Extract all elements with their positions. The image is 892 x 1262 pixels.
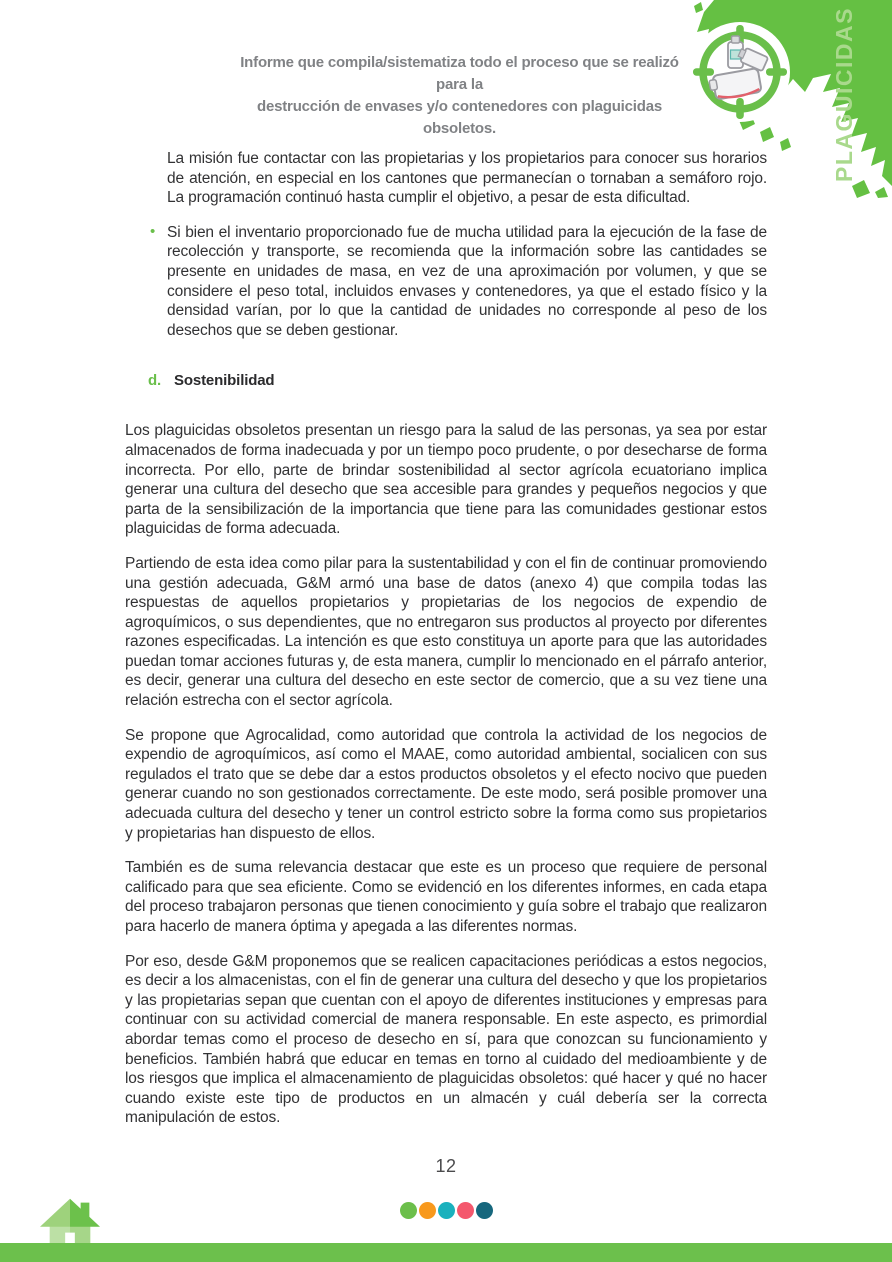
main-text-column <box>125 149 767 1143</box>
body-paragraph: Por eso, desde G&M proponemos que se realicen capacitaciones periódicas a estos negocios, es decir a los almacenistas, con el fin de generar una cultura del desecho y que los propietarios y las propietarias sepan que cuentan con el apoyo de diferentes instituciones y empresas para continuar con su actividad comercial de manera responsable. En este aspecto, es primordial abordar temas como el proceso de desecho en sí, para que conozcan su funcionamiento y beneficios. También habrá que educar en temas en torno al cuidado del medioambiente y de los riesgos que implica el almacenamiento de plaguicidas obsoletos: qué hacer y qué no hacer cuando existe este tipo de productos en un almacén y cuál debería ser la correcta manipulación de estos. <box>125 952 767 1127</box>
footer-dots <box>0 1202 892 1219</box>
dot-dark-teal-icon <box>476 1202 493 1219</box>
body-paragraph: También es de suma relevancia destacar que este es un proceso que requiere de personal calificado para que sea eficiente. Como se evidenció en los diferentes informes, en cada etapa del proceso trabajaron personas que tienen conocimiento y guía sobre el trabajo que realizaron para hacerlo de manera óptima y apegada a las diferentes normas. <box>125 859 767 935</box>
crosshair-tick-left <box>693 68 714 76</box>
header-note-line2: destrucción de envases y/o contenedores con plaguicidas obsoletos. <box>257 98 662 137</box>
section-heading <box>148 371 767 390</box>
crosshair-tick-right <box>766 68 787 76</box>
dot-green-icon <box>400 1202 417 1219</box>
section-title: Sostenibilidad <box>174 372 275 390</box>
header-note-line1: Informe que compila/sistematiza todo el proceso que se realizó para la <box>240 54 679 93</box>
body-paragraph: Se propone que Agrocalidad, como autoridad que controla la actividad de los negocios de expendio de agroquímicos, así como el MAAE, como autoridad ambiental, socialicen con sus regulados el trato que se debe dar a estos productos obsoletos y el efecto nocivo que pueden generar cuando no son gestionados correctamente. De este modo, será posible promover una adecuada cultura del desecho y tener un control estricto sobre la forma como sus propietarios y propietarias han dispuesto de ellos. <box>125 726 767 842</box>
bullet-item-text: Si bien el inventario proporcionado fue de mucha utilidad para la ejecución de la fase de recolección y transporte, se recomienda que la información sobre las cantidades se presente en unidades de masa, en vez de una aproximación por volumen, y que se considere el peso total, incluidos envases y contenedores, ya que el estado físico y la densidad varían, por lo que la cantidad de unidades no corresponde al peso de los desechos que se deben gestionar. <box>167 223 767 339</box>
section-marker: d. <box>148 372 162 390</box>
dot-coral-icon <box>457 1202 474 1219</box>
body-paragraph: Los plaguicidas obsoletos presentan un riesgo para la salud de las personas, ya sea por estar almacenados de forma inadecuada y por un tiempo poco prudente, o por desecharse de forma incorrecta. Por ello, parte de brindar sostenibilidad al sector agrícola ecuatoriano implica generar una cultura del desecho que sea accesible para grandes y pequeños negocios y que parta de la sensibilización de la importancia que tiene para las comunidades gestionar estos plaguicidas de forma adecuada. <box>125 422 767 538</box>
dot-teal-icon <box>438 1202 455 1219</box>
bullet-icon: • <box>150 222 156 240</box>
body-paragraph: Partiendo de esta idea como pilar para la sustentabilidad y con el fin de continuar promoviendo una gestión adecuada, G&M armó una base de datos (anexo 4) que compila todas las respuestas de aquellos propietarios y propietarias de los negocios de expendio de agroquímicos, o sus dependientes, que no entregaron sus productos al proyecto por diferentes razones especificadas. La intención es que esto constituya un aporte para que las autoridades puedan tomar acciones futuras y, de esta manera, cumplir lo mencionado en el párrafo anterior, es decir, generar una cultura del desecho en este sector de comercio, que a su vez tiene una relación estrecha con el sector agrícola. <box>125 554 767 710</box>
page-number: 12 <box>435 1156 457 1176</box>
bottom-bar <box>0 1243 892 1262</box>
continuation-paragraph: La misión fue contactar con las propietarias y los propietarios para conocer sus horarios de atención, en especial en los cantones que permanecían o tornaban a semáforo rojo. La programación continuó hasta cumplir el objetivo, a pesar de esta dificultad. <box>167 150 767 207</box>
side-tab-plaguicidas: PLAGUICIDAS <box>831 7 857 182</box>
crosshair-tick-bottom <box>736 98 744 119</box>
page-header-note <box>237 52 682 140</box>
dot-orange-icon <box>419 1202 436 1219</box>
pesticide-target-icon <box>688 20 792 124</box>
house-icon <box>40 1196 100 1246</box>
bullet-item <box>150 222 767 341</box>
